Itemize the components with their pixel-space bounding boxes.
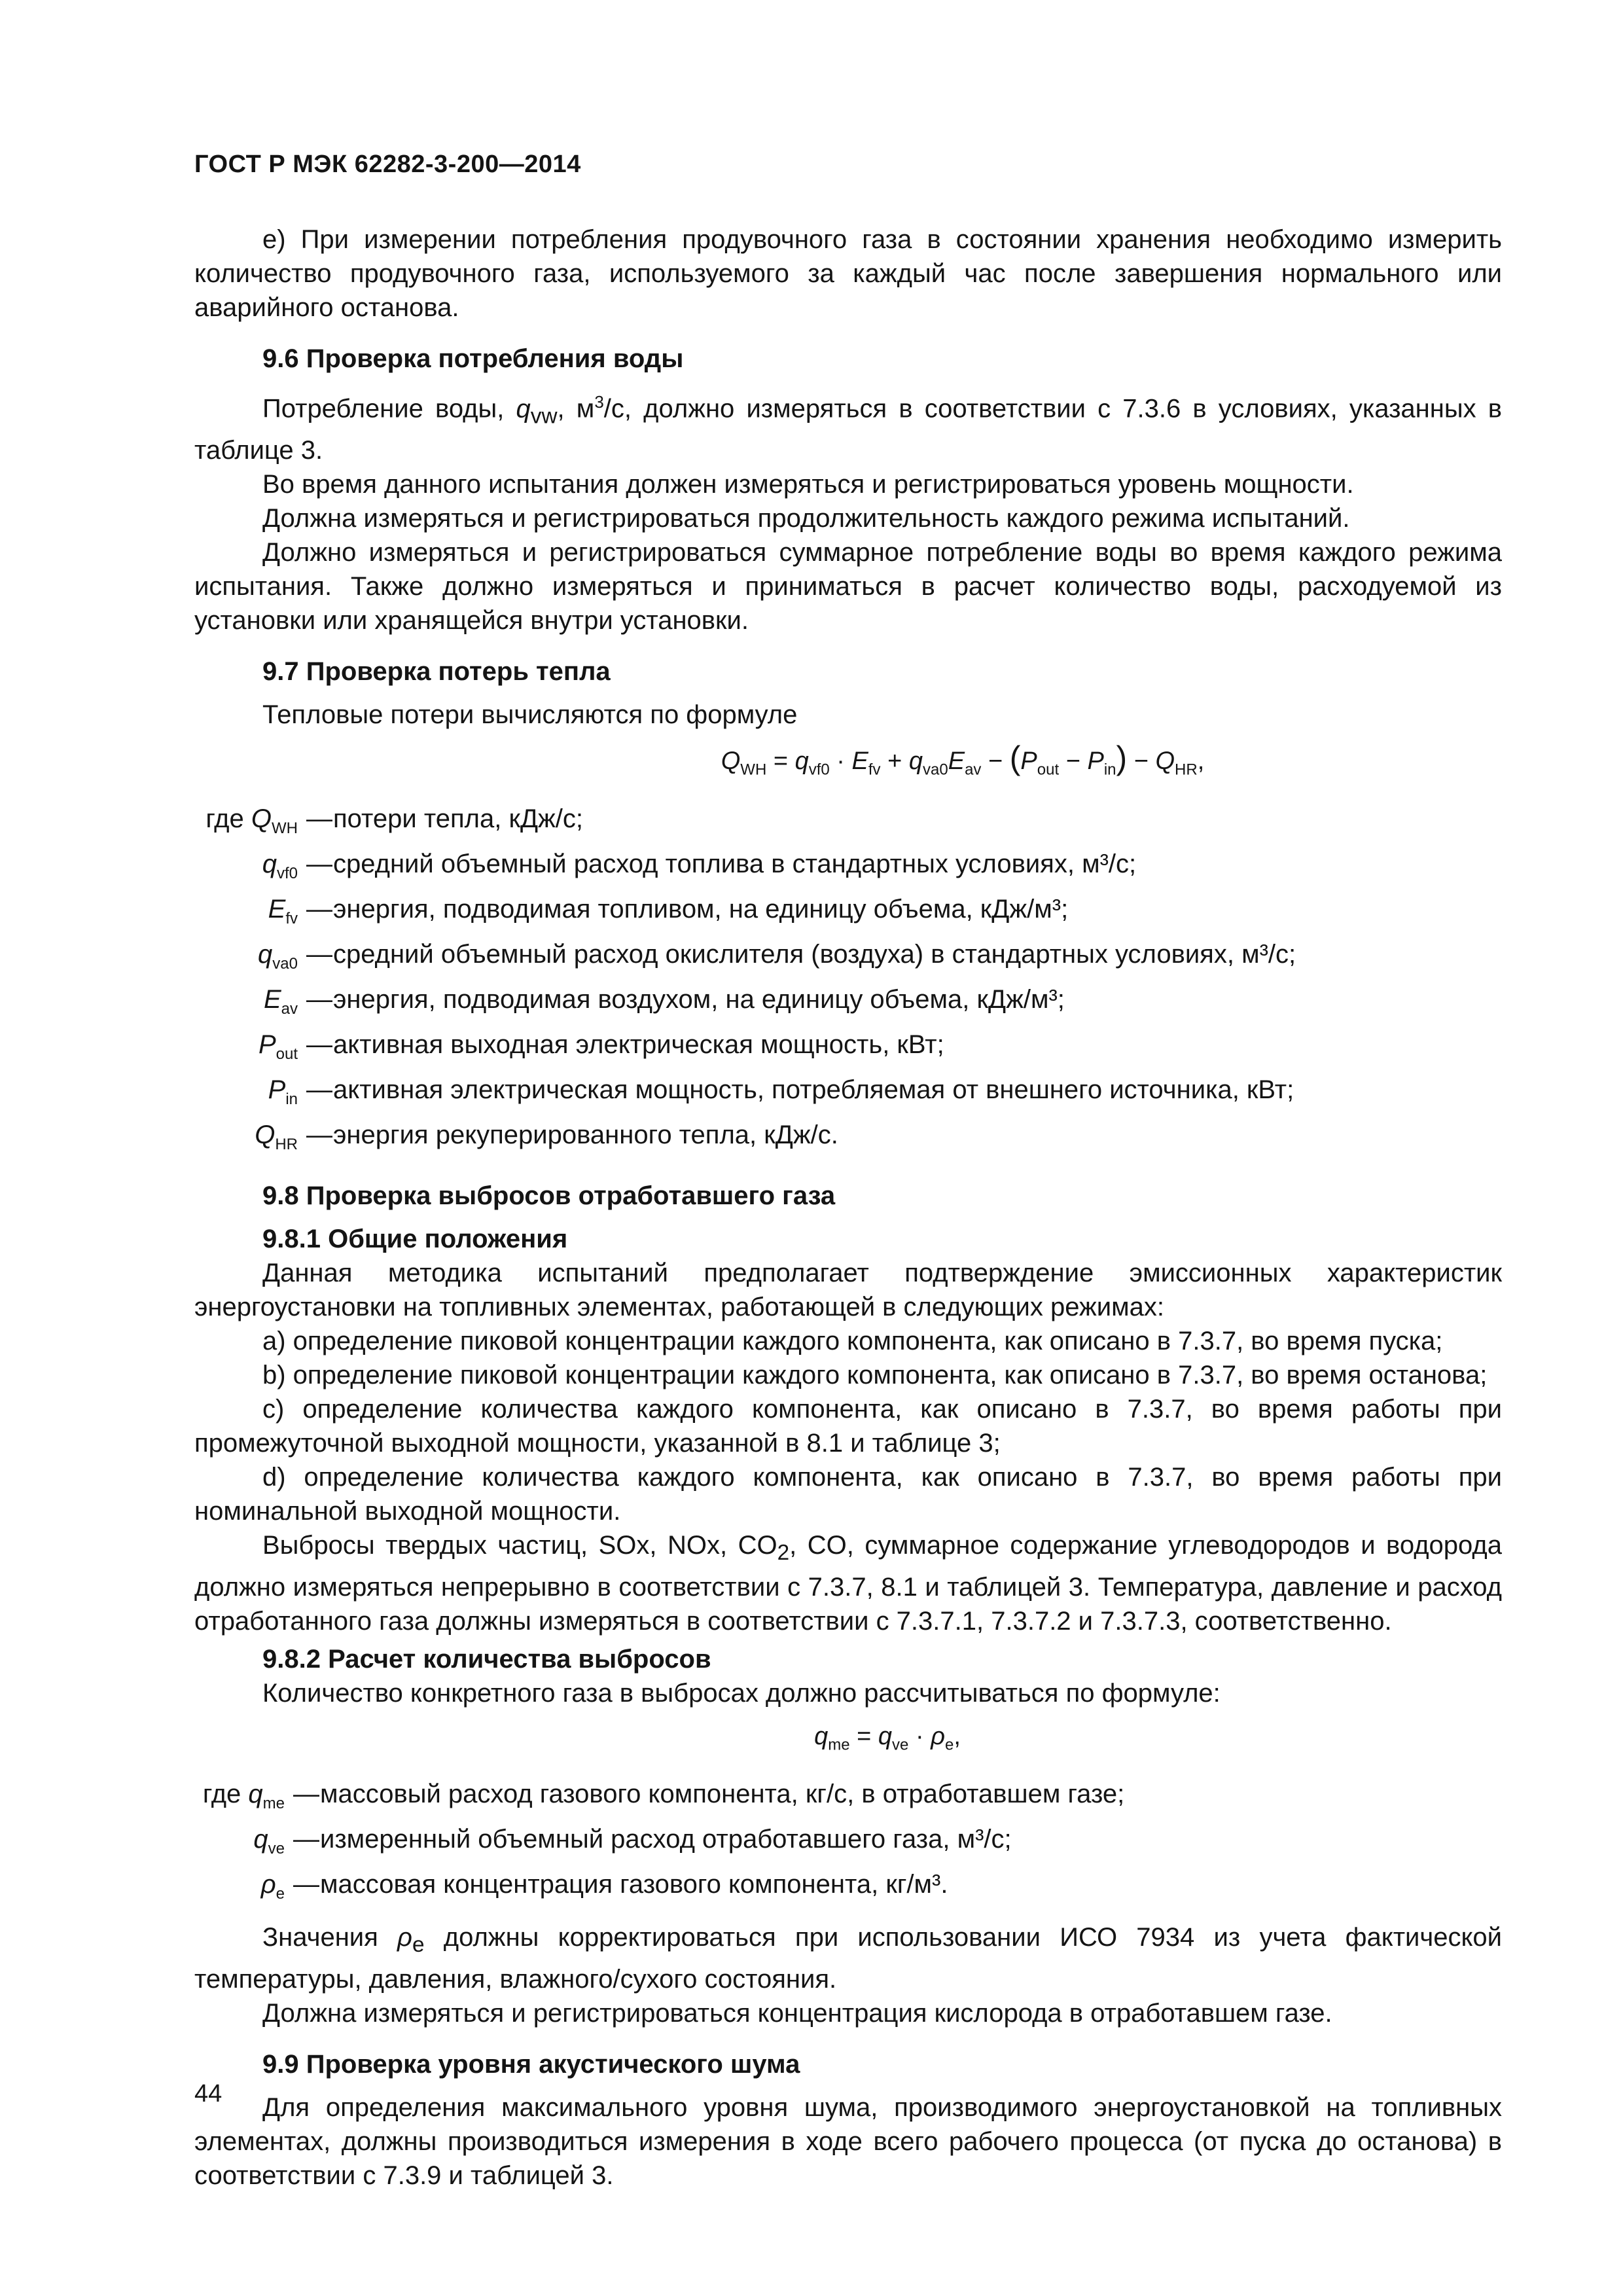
formula-operator: ,: [954, 1722, 961, 1750]
document-header: ГОСТ Р МЭК 62282-3-200—2014: [194, 151, 581, 178]
em-dash: —: [306, 894, 332, 924]
formula-symbol: ρ: [931, 1722, 945, 1750]
formula-symbol: q: [814, 1722, 829, 1750]
variable-description: энергия рекуперированного тепла, кДж/с.: [333, 1120, 838, 1149]
section-9-6-heading: 9.6 Проверка потребления воды: [262, 344, 684, 373]
paragraph-e: е) При измерении потребления продувочного газа в состоянии хранения необходимо измерить количество продувочного газа, используемого за каждый час после завершения нормального или аварийного останова.: [194, 225, 1502, 322]
variable-subscript: fv: [285, 909, 298, 927]
superscript: 3: [594, 392, 604, 412]
variable-description: измеренный объемный расход отработавшего газа, м³/с;: [320, 1824, 1012, 1854]
em-dash: —: [306, 984, 332, 1014]
formula-operator: −: [981, 747, 1010, 776]
var-rho: ρ: [397, 1922, 412, 1952]
variable-subscript: me: [262, 1794, 285, 1812]
variable-description: средний объемный расход окислителя (воздуха) в стандартных условиях, м³/с;: [333, 939, 1296, 969]
document-body: [194, 223, 1502, 2193]
variable-symbol: q: [253, 1824, 268, 1854]
heat-loss-formula: [194, 741, 1502, 787]
variable-description: активная выходная электрическая мощность, кВт;: [333, 1030, 944, 1059]
variable-name: [194, 1118, 306, 1162]
section-9-8-2-paragraph-1: Количество конкретного газа в выбросах должно рассчитываться по формуле:: [262, 1678, 1221, 1708]
em-dash: —: [306, 1030, 332, 1059]
formula-subscript: WH: [740, 761, 767, 779]
variable-symbol: P: [258, 1030, 276, 1059]
formula-symbol: P: [1087, 747, 1104, 776]
em-dash: —: [306, 849, 332, 878]
variable-name: [194, 937, 306, 981]
list-item-a: а) определение пиковой концентрации каждого компонента, как описано в 7.3.7, во время пуска;: [262, 1326, 1443, 1355]
variable-description: активная электрическая мощность, потребляемая от внешнего источника, кВт;: [333, 1075, 1294, 1104]
section-9-7-heading: 9.7 Проверка потерь тепла: [262, 657, 611, 687]
formula-subscript: e: [944, 1736, 954, 1754]
em-dash: —: [306, 1120, 332, 1149]
variable-symbol: E: [268, 894, 286, 924]
section-9-9-paragraph-1: Для определения максимального уровня шума, производимого энергоустановкой на топливных элементах, должны производиться измерения в ходе всего рабочего процесса (от пуска до останова) в соответствии с 7.3.9 и таблицей 3.: [194, 2092, 1502, 2190]
variable-subscript: HR: [275, 1135, 298, 1153]
section-9-8-1-paragraph-2: [194, 1528, 1502, 1638]
section-9-9-heading: 9.9 Проверка уровня акустического шума: [262, 2049, 800, 2079]
variable-subscript: av: [281, 999, 298, 1018]
formula-symbol: E: [948, 747, 965, 776]
variable-symbol: E: [263, 984, 281, 1014]
where-label: где: [202, 1779, 249, 1808]
formula-subscript: vf0: [808, 761, 830, 779]
where-label: где: [205, 804, 251, 833]
em-dash: —: [293, 1824, 319, 1854]
variable-subscript: in: [285, 1090, 298, 1108]
list-item-d: d) определение количества каждого компонента, как описано в 7.3.7, во время работы при номинальной выходной мощности.: [194, 1462, 1502, 1526]
formula-operator: +: [880, 747, 909, 776]
formula-paren: (: [1009, 740, 1021, 777]
emission-formula: [194, 1719, 1502, 1763]
formula-subscript: va0: [923, 761, 948, 779]
var-q: q: [516, 394, 531, 423]
variable-subscript: vf0: [276, 864, 298, 882]
section-9-6-paragraph-4: Должно измеряться и регистрироваться суммарное потребление воды во время каждого режима испытания. Также должно измеряться и приниматься в расчет количество воды, расходуемой из установки или хранящейся внутри установки.: [194, 538, 1502, 636]
variable-symbol: Q: [255, 1120, 276, 1149]
variable-name: [194, 1867, 293, 1911]
subscript: e: [412, 1932, 425, 1957]
em-dash: —: [306, 804, 332, 833]
em-dash: —: [293, 1779, 319, 1808]
heat-loss-variables: [194, 802, 1502, 1162]
var-sub: vw: [530, 404, 558, 429]
formula-symbol: Q: [721, 747, 741, 776]
list-item-b: b) определение пиковой концентрации каждого компонента, как описано в 7.3.7, во время останова;: [262, 1360, 1488, 1390]
list-item-c: с) определение количества каждого компонента, как описано в 7.3.7, во время работы при промежуточной выходной мощности, указанной в 8.1 и таблице 3;: [194, 1394, 1502, 1458]
variable-description: энергия, подводимая топливом, на единицу объема, кДж/м³;: [333, 894, 1069, 924]
variable-name: [194, 1073, 306, 1117]
em-dash: —: [306, 939, 332, 969]
text: , м: [557, 394, 595, 423]
formula-subscript: ve: [892, 1736, 909, 1754]
variable-description: потери тепла, кДж/с;: [333, 804, 584, 833]
text: Потребление воды,: [262, 394, 516, 423]
formula-operator: −: [1127, 747, 1156, 776]
text: Значения: [262, 1922, 398, 1952]
section-9-8-2-paragraph-3: Должна измеряться и регистрироваться концентрация кислорода в отработавшем газе.: [262, 1998, 1332, 2028]
variable-description: массовый расход газового компонента, кг/с, в отработавшем газе;: [320, 1779, 1125, 1808]
formula-subscript: av: [965, 761, 982, 779]
section-9-8-1-heading: 9.8.1 Общие положения: [262, 1224, 568, 1253]
section-9-6-paragraph-1: [194, 385, 1502, 467]
formula-symbol: P: [1020, 747, 1037, 776]
section-9-6-paragraph-3: Должна измеряться и регистрироваться продолжительность каждого режима испытаний.: [262, 504, 1350, 533]
variable-description: энергия, подводимая воздухом, на единицу объема, кДж/м³;: [333, 984, 1065, 1014]
formula-subscript: fv: [868, 761, 881, 779]
formula-paren: ): [1116, 740, 1128, 777]
variable-name: [194, 1777, 293, 1821]
text: Выбросы твердых частиц, SOx, NOx, CO: [262, 1530, 777, 1560]
formula-operator: ·: [908, 1722, 931, 1750]
formula-operator: −: [1059, 747, 1088, 776]
variable-description: массовая концентрация газового компонента, кг/м³.: [320, 1869, 948, 1899]
variable-description: средний объемный расход топлива в стандартных условиях, м³/с;: [333, 849, 1137, 878]
variable-symbol: Q: [251, 804, 272, 833]
formula-symbol: q: [878, 1722, 893, 1750]
formula-symbol: Q: [1155, 747, 1175, 776]
variable-name: [194, 892, 306, 936]
variable-symbol: ρ: [260, 1869, 276, 1899]
text: , CO, суммарное содержание углеводородов и водорода должно измеряться непрерывно в соответствии с 7.3.7, 8.1 и таблицей 3. Температура, давление и расход отработанного газа должны измеряться в соответствии с 7.3.7.1, 7.3.7.2 и 7.3.7.3, соответственно.: [194, 1530, 1502, 1636]
emission-variables: [194, 1777, 1502, 1911]
formula-subscript: in: [1103, 761, 1116, 779]
section-9-8-2-heading: 9.8.2 Расчет количества выбросов: [262, 1644, 711, 1674]
variable-name: [194, 1822, 293, 1866]
variable-subscript: e: [276, 1884, 285, 1903]
section-9-8-2-paragraph-2: [194, 1920, 1502, 1996]
variable-symbol: q: [258, 939, 273, 969]
em-dash: —: [293, 1869, 319, 1899]
text: должны корректироваться при использовании ИСО 7934 из учета фактической температуры, давления, влажного/сухого состояния.: [194, 1922, 1502, 1994]
variable-name: [194, 847, 306, 891]
variable-subscript: va0: [272, 954, 298, 973]
variable-name: [194, 982, 306, 1026]
formula-operator: =: [849, 1722, 878, 1750]
formula-symbol: q: [794, 747, 809, 776]
subscript: 2: [777, 1540, 790, 1565]
section-9-6-paragraph-2: Во время данного испытания должен измеряться и регистрироваться уровень мощности.: [262, 470, 1354, 499]
formula-subscript: out: [1037, 761, 1060, 779]
formula-subscript: me: [828, 1736, 850, 1754]
variable-name: [194, 1028, 306, 1071]
formula-operator: ,: [1197, 747, 1205, 776]
em-dash: —: [306, 1075, 332, 1104]
variable-subscript: out: [276, 1045, 298, 1063]
formula-operator: ·: [829, 747, 852, 776]
formula-symbol: E: [851, 747, 868, 776]
variable-symbol: q: [248, 1779, 263, 1808]
formula-operator: =: [766, 747, 795, 776]
page-number: 44: [194, 2080, 223, 2108]
section-9-8-heading: 9.8 Проверка выбросов отработавшего газа: [262, 1181, 836, 1210]
variable-name: [194, 802, 306, 846]
variable-subscript: WH: [272, 819, 298, 837]
formula-subscript: HR: [1175, 761, 1198, 779]
section-9-7-intro: Тепловые потери вычисляются по формуле: [262, 700, 798, 730]
section-9-8-1-paragraph-1: Данная методика испытаний предполагает подтверждение эмиссионных характеристик энергоустановки на топливных элементах, работающей в следующих режимах:: [194, 1258, 1502, 1321]
variable-symbol: q: [262, 849, 277, 878]
text: /с, должно измеряться в соответствии с 7.3.6 в условиях, указанных в таблице 3.: [194, 394, 1502, 465]
variable-symbol: P: [268, 1075, 286, 1104]
variable-subscript: ve: [268, 1839, 285, 1857]
formula-symbol: q: [908, 747, 923, 776]
